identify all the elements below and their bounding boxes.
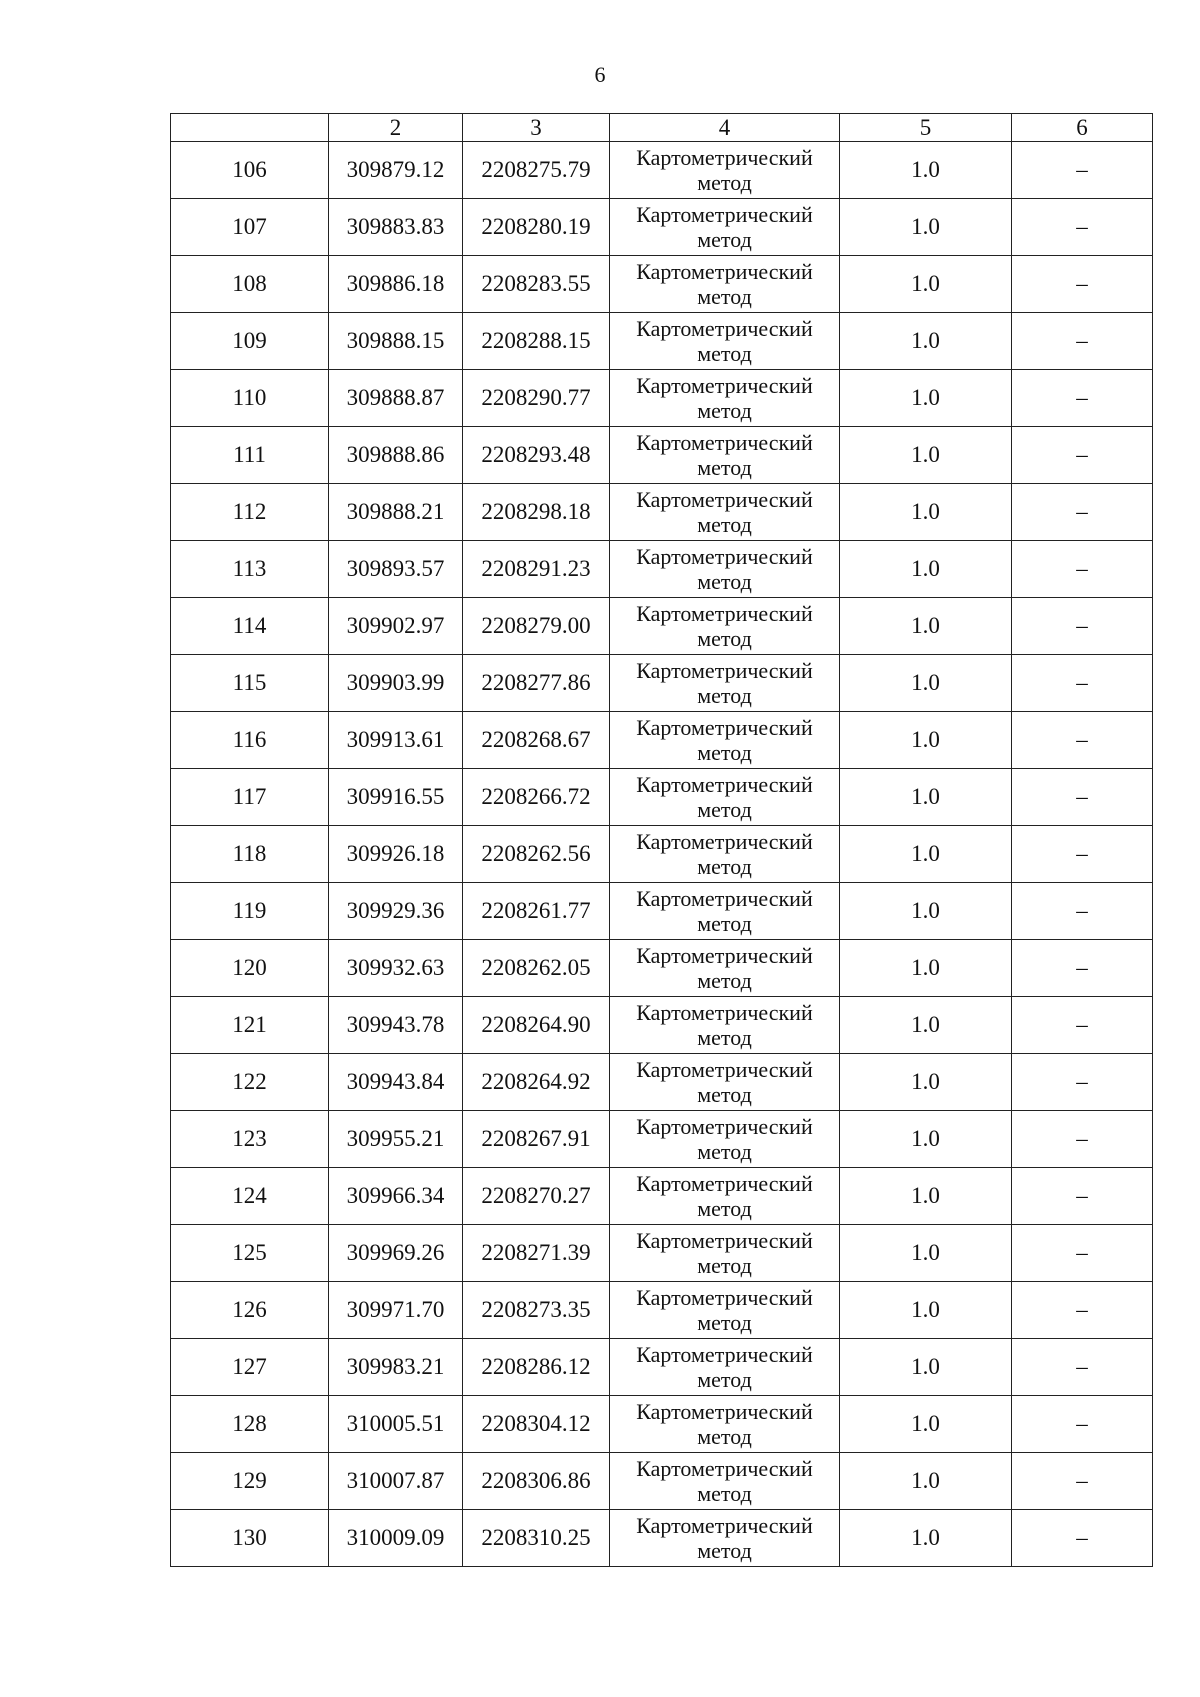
note-cell: –: [1012, 997, 1153, 1054]
table-row: [171, 598, 1153, 655]
method-cell: Картометрический метод: [610, 1453, 840, 1510]
method-cell: Картометрический метод: [610, 655, 840, 712]
y-coordinate-cell: 2208275.79: [463, 142, 610, 199]
accuracy-cell: 1.0: [840, 199, 1012, 256]
y-coordinate-cell: 2208306.86: [463, 1453, 610, 1510]
point-number-cell: 116: [171, 712, 329, 769]
header-cell-5: 5: [840, 114, 1012, 142]
x-coordinate-cell: 309902.97: [329, 598, 463, 655]
point-number-cell: 125: [171, 1225, 329, 1282]
x-coordinate-cell: 309888.15: [329, 313, 463, 370]
note-cell: –: [1012, 541, 1153, 598]
method-cell: Картометрический метод: [610, 1282, 840, 1339]
accuracy-cell: 1.0: [840, 940, 1012, 997]
accuracy-cell: 1.0: [840, 1111, 1012, 1168]
point-number-cell: 119: [171, 883, 329, 940]
method-cell: Картометрический метод: [610, 1396, 840, 1453]
x-coordinate-cell: 309926.18: [329, 826, 463, 883]
y-coordinate-cell: 2208293.48: [463, 427, 610, 484]
point-number-cell: 127: [171, 1339, 329, 1396]
y-coordinate-cell: 2208298.18: [463, 484, 610, 541]
page-number: 6: [594, 62, 606, 87]
method-cell: Картометрический метод: [610, 1168, 840, 1225]
note-cell: –: [1012, 883, 1153, 940]
y-coordinate-cell: 2208271.39: [463, 1225, 610, 1282]
note-cell: –: [1012, 655, 1153, 712]
x-coordinate-cell: 309913.61: [329, 712, 463, 769]
y-coordinate-cell: 2208304.12: [463, 1396, 610, 1453]
point-number-cell: 114: [171, 598, 329, 655]
table-row: [171, 655, 1153, 712]
table-row: [171, 1225, 1153, 1282]
header-row: [171, 114, 1153, 142]
point-number-cell: 112: [171, 484, 329, 541]
table-row: [171, 1168, 1153, 1225]
y-coordinate-cell: 2208261.77: [463, 883, 610, 940]
accuracy-cell: 1.0: [840, 1054, 1012, 1111]
point-number-cell: 128: [171, 1396, 329, 1453]
accuracy-cell: 1.0: [840, 313, 1012, 370]
method-cell: Картометрический метод: [610, 826, 840, 883]
method-cell: Картометрический метод: [610, 769, 840, 826]
y-coordinate-cell: 2208270.27: [463, 1168, 610, 1225]
point-number-cell: 106: [171, 142, 329, 199]
x-coordinate-cell: 309879.12: [329, 142, 463, 199]
table-row: [171, 256, 1153, 313]
point-number-cell: 124: [171, 1168, 329, 1225]
note-cell: –: [1012, 1225, 1153, 1282]
point-number-cell: 126: [171, 1282, 329, 1339]
note-cell: –: [1012, 370, 1153, 427]
accuracy-cell: 1.0: [840, 484, 1012, 541]
note-cell: –: [1012, 199, 1153, 256]
note-cell: –: [1012, 1168, 1153, 1225]
table-row: [171, 370, 1153, 427]
x-coordinate-cell: 310005.51: [329, 1396, 463, 1453]
y-coordinate-cell: 2208288.15: [463, 313, 610, 370]
table-body: [171, 114, 1153, 1567]
accuracy-cell: 1.0: [840, 769, 1012, 826]
x-coordinate-cell: 309943.78: [329, 997, 463, 1054]
x-coordinate-cell: 309883.83: [329, 199, 463, 256]
y-coordinate-cell: 2208290.77: [463, 370, 610, 427]
x-coordinate-cell: 309971.70: [329, 1282, 463, 1339]
note-cell: –: [1012, 313, 1153, 370]
point-number-cell: 110: [171, 370, 329, 427]
note-cell: –: [1012, 826, 1153, 883]
x-coordinate-cell: 310009.09: [329, 1510, 463, 1567]
method-cell: Картометрический метод: [610, 997, 840, 1054]
table-row: [171, 199, 1153, 256]
x-coordinate-cell: 309886.18: [329, 256, 463, 313]
method-cell: Картометрический метод: [610, 1054, 840, 1111]
x-coordinate-cell: 309903.99: [329, 655, 463, 712]
method-cell: Картометрический метод: [610, 427, 840, 484]
y-coordinate-cell: 2208277.86: [463, 655, 610, 712]
method-cell: Картометрический метод: [610, 1111, 840, 1168]
accuracy-cell: 1.0: [840, 256, 1012, 313]
table-row: [171, 940, 1153, 997]
table-row: [171, 997, 1153, 1054]
y-coordinate-cell: 2208262.56: [463, 826, 610, 883]
accuracy-cell: 1.0: [840, 1396, 1012, 1453]
note-cell: –: [1012, 142, 1153, 199]
point-number-cell: 113: [171, 541, 329, 598]
header-cell-3: 3: [463, 114, 610, 142]
note-cell: –: [1012, 1111, 1153, 1168]
accuracy-cell: 1.0: [840, 541, 1012, 598]
y-coordinate-cell: 2208264.90: [463, 997, 610, 1054]
table-row: [171, 484, 1153, 541]
table-row: [171, 712, 1153, 769]
method-cell: Картометрический метод: [610, 883, 840, 940]
point-number-cell: 107: [171, 199, 329, 256]
header-cell-4: 4: [610, 114, 840, 142]
method-cell: Картометрический метод: [610, 370, 840, 427]
y-coordinate-cell: 2208266.72: [463, 769, 610, 826]
method-cell: Картометрический метод: [610, 541, 840, 598]
y-coordinate-cell: 2208264.92: [463, 1054, 610, 1111]
table-row: [171, 427, 1153, 484]
note-cell: –: [1012, 598, 1153, 655]
header-cell-6: 6: [1012, 114, 1153, 142]
note-cell: –: [1012, 1396, 1153, 1453]
table-row: [171, 1510, 1153, 1567]
table-row: [171, 826, 1153, 883]
table-row: [171, 1282, 1153, 1339]
method-cell: Картометрический метод: [610, 1225, 840, 1282]
method-cell: Картометрический метод: [610, 1510, 840, 1567]
x-coordinate-cell: 309888.21: [329, 484, 463, 541]
accuracy-cell: 1.0: [840, 1339, 1012, 1396]
note-cell: –: [1012, 484, 1153, 541]
accuracy-cell: 1.0: [840, 826, 1012, 883]
accuracy-cell: 1.0: [840, 655, 1012, 712]
method-cell: Картометрический метод: [610, 484, 840, 541]
point-number-cell: 123: [171, 1111, 329, 1168]
note-cell: –: [1012, 1054, 1153, 1111]
header-cell-2: 2: [329, 114, 463, 142]
note-cell: –: [1012, 712, 1153, 769]
y-coordinate-cell: 2208267.91: [463, 1111, 610, 1168]
table-row: [171, 1339, 1153, 1396]
y-coordinate-cell: 2208291.23: [463, 541, 610, 598]
header-cell-1: [171, 114, 329, 142]
accuracy-cell: 1.0: [840, 883, 1012, 940]
x-coordinate-cell: 310007.87: [329, 1453, 463, 1510]
table-row: [171, 313, 1153, 370]
note-cell: –: [1012, 1453, 1153, 1510]
accuracy-cell: 1.0: [840, 1168, 1012, 1225]
point-number-cell: 121: [171, 997, 329, 1054]
y-coordinate-cell: 2208283.55: [463, 256, 610, 313]
accuracy-cell: 1.0: [840, 1510, 1012, 1567]
x-coordinate-cell: 309929.36: [329, 883, 463, 940]
method-cell: Картометрический метод: [610, 256, 840, 313]
point-number-cell: 117: [171, 769, 329, 826]
table-row: [171, 142, 1153, 199]
note-cell: –: [1012, 1282, 1153, 1339]
x-coordinate-cell: 309893.57: [329, 541, 463, 598]
note-cell: –: [1012, 1339, 1153, 1396]
y-coordinate-cell: 2208279.00: [463, 598, 610, 655]
x-coordinate-cell: 309943.84: [329, 1054, 463, 1111]
point-number-cell: 108: [171, 256, 329, 313]
x-coordinate-cell: 309888.86: [329, 427, 463, 484]
point-number-cell: 129: [171, 1453, 329, 1510]
y-coordinate-cell: 2208273.35: [463, 1282, 610, 1339]
method-cell: Картометрический метод: [610, 142, 840, 199]
method-cell: Картометрический метод: [610, 712, 840, 769]
accuracy-cell: 1.0: [840, 142, 1012, 199]
table-row: [171, 1054, 1153, 1111]
method-cell: Картометрический метод: [610, 313, 840, 370]
x-coordinate-cell: 309955.21: [329, 1111, 463, 1168]
accuracy-cell: 1.0: [840, 712, 1012, 769]
y-coordinate-cell: 2208286.12: [463, 1339, 610, 1396]
x-coordinate-cell: 309983.21: [329, 1339, 463, 1396]
x-coordinate-cell: 309888.87: [329, 370, 463, 427]
accuracy-cell: 1.0: [840, 427, 1012, 484]
accuracy-cell: 1.0: [840, 997, 1012, 1054]
note-cell: –: [1012, 427, 1153, 484]
point-number-cell: 109: [171, 313, 329, 370]
accuracy-cell: 1.0: [840, 598, 1012, 655]
x-coordinate-cell: 309932.63: [329, 940, 463, 997]
table-row: [171, 1396, 1153, 1453]
coordinates-table: [170, 113, 1153, 1567]
point-number-cell: 111: [171, 427, 329, 484]
x-coordinate-cell: 309969.26: [329, 1225, 463, 1282]
y-coordinate-cell: 2208310.25: [463, 1510, 610, 1567]
method-cell: Картометрический метод: [610, 940, 840, 997]
table-row: [171, 883, 1153, 940]
x-coordinate-cell: 309916.55: [329, 769, 463, 826]
table-row: [171, 1453, 1153, 1510]
note-cell: –: [1012, 256, 1153, 313]
point-number-cell: 122: [171, 1054, 329, 1111]
point-number-cell: 118: [171, 826, 329, 883]
note-cell: –: [1012, 1510, 1153, 1567]
x-coordinate-cell: 309966.34: [329, 1168, 463, 1225]
method-cell: Картометрический метод: [610, 199, 840, 256]
accuracy-cell: 1.0: [840, 370, 1012, 427]
y-coordinate-cell: 2208280.19: [463, 199, 610, 256]
y-coordinate-cell: 2208262.05: [463, 940, 610, 997]
point-number-cell: 130: [171, 1510, 329, 1567]
table-row: [171, 769, 1153, 826]
table-row: [171, 1111, 1153, 1168]
method-cell: Картометрический метод: [610, 598, 840, 655]
accuracy-cell: 1.0: [840, 1282, 1012, 1339]
table-row: [171, 541, 1153, 598]
accuracy-cell: 1.0: [840, 1225, 1012, 1282]
point-number-cell: 120: [171, 940, 329, 997]
note-cell: –: [1012, 940, 1153, 997]
y-coordinate-cell: 2208268.67: [463, 712, 610, 769]
note-cell: –: [1012, 769, 1153, 826]
point-number-cell: 115: [171, 655, 329, 712]
accuracy-cell: 1.0: [840, 1453, 1012, 1510]
method-cell: Картометрический метод: [610, 1339, 840, 1396]
